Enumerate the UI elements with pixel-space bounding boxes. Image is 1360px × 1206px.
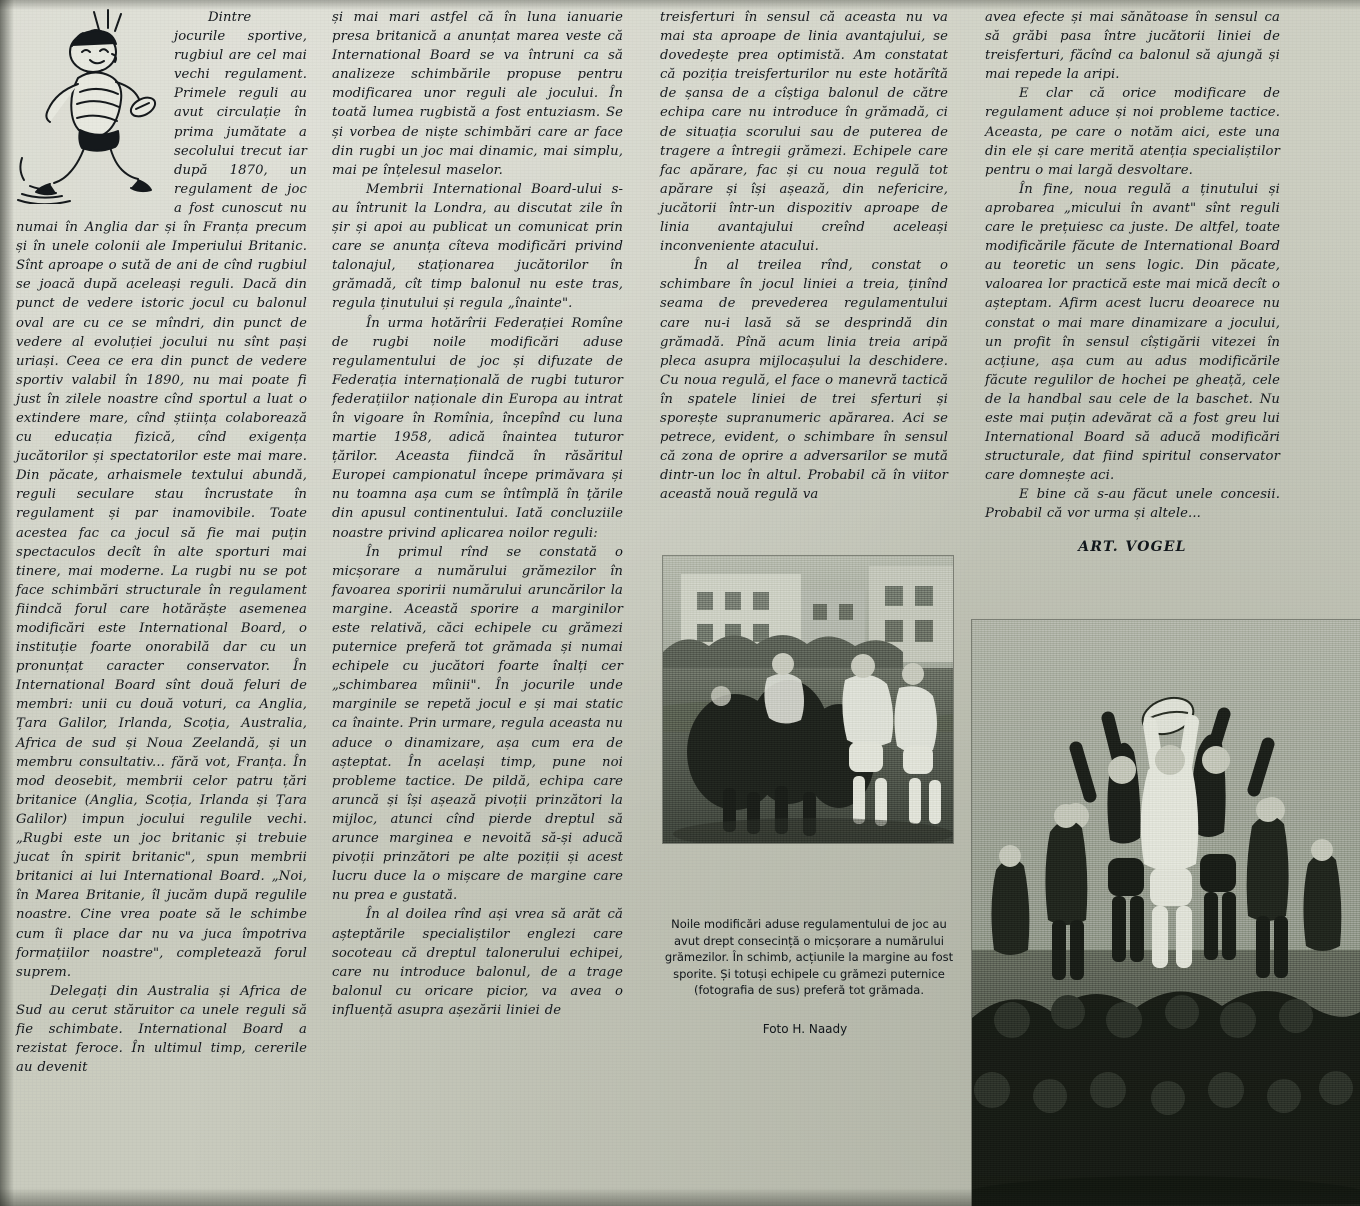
paragraph: În primul rînd se constată o micșorare a numărului grămezilor în favoarea sporirii numărului aruncărilor la margine. Această sporire a marginilor este relativă, căci echipele cu grămezi puternice preferă tot grămada și numai echipele cu jucători foarte înalți cer „schimbarea mîinii". În jocurile unde marginile se repetă jocul e și mai static ca înainte. Prin urmare, regula aceasta nu aduce o dinamizare, așa cum era de așteptat. În același timp, pune noi probleme tactice. De pildă, echipa care aruncă și își așează pivoții prinzători la mijloc, atunci cînd pierde dreptul să arunce marginea e nevoită să-și aducă pivoții prinzători pe alte poziții și acest lucru duce la o mișcare de margine care nu prea e gustată. (332, 544, 623, 904)
text-column-1 (16, 8, 307, 1077)
rugby-player-cartoon (16, 8, 168, 204)
paragraph: În al treilea rînd, constat o schimbare în jocul liniei a treia, ținînd seama de prevederea regulamentului care nu-i lasă să se desprindă din grămadă. Pînă acum linia treia aripă pleca asupra mijlocașului la deschidere. Cu noua regulă, el face o manevră tactică în spatele liniei de trei sferturi și sporește supranumeric apărarea. Aci se petrece, evident, o schimbare în sensul că zona de oprire a adversarilor se mută dintr-un loc în altul. Probabil că în viitor această nouă regulă va (660, 258, 948, 503)
photo-caption: Noile modificări aduse regulamentului de joc au avut drept consecință o micșorare a numărului grămezilor. În schimb, acțiunile la margine au fost sporite. Și totuși echipele cu grămezi puternice (fotografia de sus) preferă tot grămada. (664, 917, 954, 997)
text-column-4 (985, 8, 1280, 557)
paragraph: În fine, noua regulă a ținutului și aprobarea „micului în avant" sînt reguli care le prețuiesc ca juste. De altfel, toate modificările făcute de International Board au teoretic un sens logic. Din păcate, valoarea lor practică este mai mică decît o așteptam. Afirm acest lucru deoarece nu constat o mai mare dinamizare a jocului, un profit în sensul cîștigării vitezei în acțiune, așa cum au adus modificările făcute regulilor de hochei pe gheață, cele de la handbal sau cele de la baschet. Nu este mai puțin adevărat că a fost greu lui International Board să aducă modificări structurale, dat fiind spiritul conservator care domnește aci. (985, 181, 1280, 484)
paragraph: și mai mari astfel că în luna ianuarie presa britanică a anunțat marea veste că International Board se va întruni ca să analizeze schimbările propuse pentru modificarea unor reguli ale jocului. În toată lumea rugbistă a fost entuziasm. Se și vorbea de niște schimbări care ar face din rugbi un joc mai dinamic, mai simplu, mai pe înțelesul maselor. (332, 10, 623, 178)
paragraph: În al doilea rînd ași vrea să arăt că așteptările specialiștilor englezi care socoteau că dreptul talonerului echipei, care nu introduce balonul, de a trage balonul cu oricare picior, va avea o influență asupra așezării liniei de (332, 907, 623, 1018)
photo-grain (972, 620, 1360, 1206)
text-column-3 (660, 8, 948, 504)
page-edge-left (0, 0, 14, 1206)
text-column-2 (332, 8, 623, 1020)
paragraph: Dintre jocurile sportive, rugbiul are cel mai vechi regulament. Primele reguli au avut circulație în prima jumătate a secolului trecut iar după 1870, un regulament de joc a fost cunoscut nu numai în Anglia dar și în Franța precum și în unele colonii ale Imperiului Britanic. Sînt aproape o sută de ani de cînd rugbiul se joacă după aceleași reguli. Dacă din punct de vedere istoric jocul cu balonul oval are cu ce se mîndri, din punct de vedere al evoluției jocului nu sînt pași uriași. Ceea ce era din punct de vedere sportiv valabil în 1890, nu mai poate fi just în zilele noastre cînd sportul a luat o extindere mare, cînd știința colaborează cu educația fizică, cînd exigența jucătorilor și spectatorilor este mai mare. Din păcate, arhaismele textului abundă, reguli seculare stau încrustate în regulament și par inamovibile. Toate acestea fac ca jocul să fie mai puțin spectaculos decît în alte sporturi mai tinere, mai moderne. La rugbi nu se pot face schimbări structurale în regulament fiindcă forul care hotărăște asemenea modificări este International Board, o instituție foarte onorabilă dar cu un pronunțat caracter conservator. În International Board sînt două feluri de membri: unii cu două voturi, ca Anglia, Țara Galilor, Irlanda, Scoția, Australia, Africa de sud și Noua Zeelandă, și un membru consultativ... fără vot, Franța. În mod deosebit, membrii celor patru țări britanice (Anglia, Scoția, Irlanda și Țara Galilor) impun jocului regulile vechi. „Rugbi este un joc britanic și trebuie jucat în spirit britanic", spun membrii britanici ai lui International Board. „Noi, în Marea Britanie, îl jucăm după regulile noastre. Cine vrea poate să le schimbe cum îi place dar nu va juca împotriva formațiilor noastre", completează forul suprem. (16, 10, 307, 980)
paragraph: E bine că s-au făcut unele concesii. Probabil că vor urma și altele... (985, 487, 1280, 522)
paragraph: treisferturi în sensul că aceasta nu va mai sta aproape de linia avantajului, se dovedește prea optimistă. Am constatat că poziția treisferturilor nu este hotărîtă de șansa de a cîștiga balonul de către echipa care nu introduce în grămadă, ci de situația scorului sau de puterea de tragere a întregii grămezi. Echipele care fac apărare, fac și cu noua regulă tot apărare și își așează, din nefericire, jucătorii într-un dispozitiv aproape de linia avantajului creînd aceleași inconveniente atacului. (660, 10, 948, 255)
paragraph: avea efecte și mai sănătoase în sensul ca să grăbi pasa între jucătorii liniei de treisferturi, făcînd ca balonul să ajungă și mai repede la aripi. (985, 10, 1280, 83)
paragraph: E clar că orice modificare de regulament aduce și noi probleme tactice. Aceasta, pe care o notăm aici, este una din ele și care merită atenția specialiștilor pentru o mai largă desvoltare. (985, 86, 1280, 178)
paragraph: Delegați din Australia și Africa de Sud au cerut stăruitor ca unele reguli să fie schimbate. International Board a rezistat feroce. În ultimul timp, cererile au devenit (16, 983, 307, 1076)
paragraph: Membrii International Board-ului s-au întrunit la Londra, au discutat zile în șir și apoi au publicat un comunicat prin care se anunța cîteva modificări privind talonajul, staționarea jucătorilor în grămadă, cît timp balonul nu este tras, regula ținutului și regula „înainte". (332, 181, 623, 312)
photo-credit: Foto H. Naady (762, 1022, 848, 1036)
rugby-lineout-photo (972, 620, 1360, 1206)
photo-grain (663, 556, 953, 843)
author-byline: ART. VOGEL (1078, 538, 1187, 555)
rugby-scrum-photo (663, 556, 953, 843)
paragraph: În urma hotărîrii Federației Romîne de rugbi noile modificări aduse regulamentului de joc și difuzate de Federația internațională de rugbi tuturor federațiilor naționale din Europa au intrat în vigoare în Romînia, începînd cu luna martie 1958, adică înaintea tuturor țărilor. Aceasta fiindcă în răsăritul Europei campionatul începe primăvara și nu toamna așa cum se întîmplă în țările din apusul continentului. Iată concluziile noastre privind aplicarea noilor reguli: (332, 315, 623, 541)
